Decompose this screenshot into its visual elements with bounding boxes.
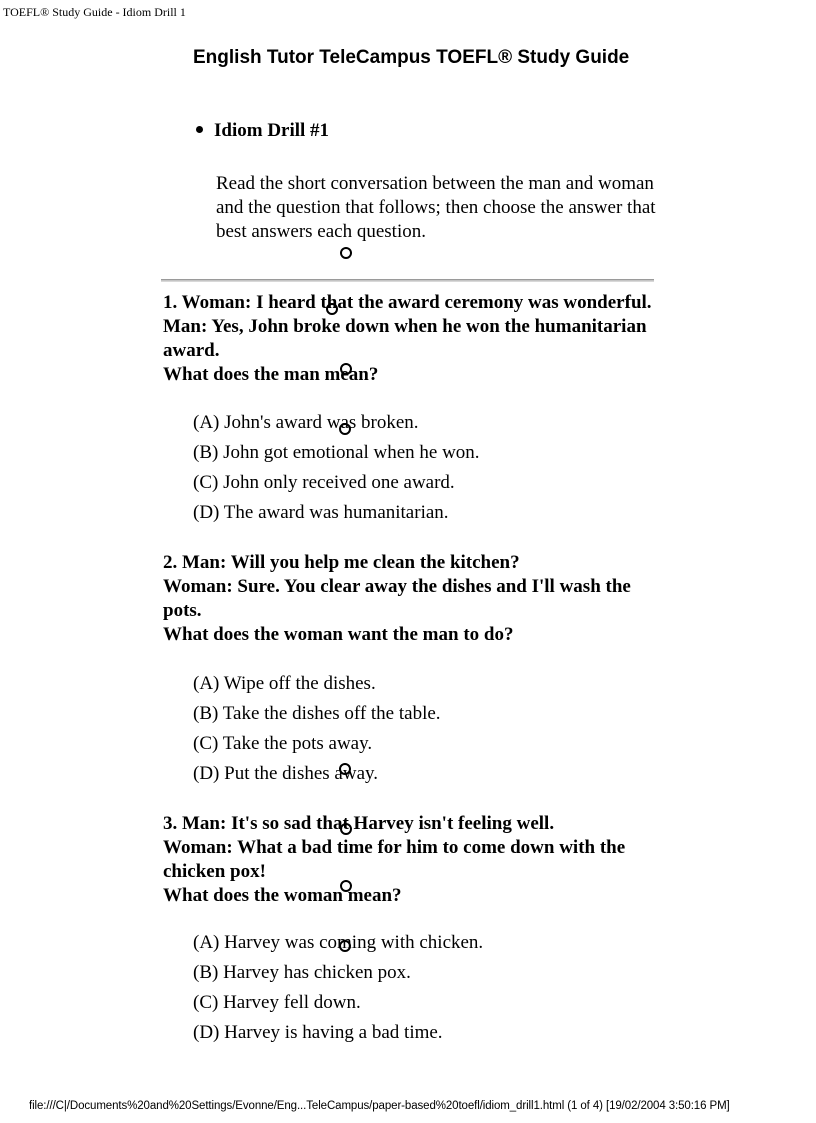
question-3-option-b: (B) Harvey has chicken pox. (193, 962, 411, 983)
question-1-line-1: 1. Woman: I heard that the award ceremony was wonderful. (163, 292, 652, 313)
question-1-option-c: (C) John only received one award. (193, 472, 455, 493)
circle-marker-icon (340, 823, 352, 835)
circle-marker-icon (339, 940, 351, 952)
question-3-option-c: (C) Harvey fell down. (193, 992, 361, 1013)
site-title: English Tutor TeleCampus TOEFL® Study Guide (193, 47, 630, 68)
circle-marker-icon (326, 303, 338, 315)
drill-title (196, 120, 329, 142)
horizontal-rule (161, 279, 654, 282)
question-2-line-1: 2. Man: Will you help me clean the kitchen? (163, 552, 520, 573)
circle-marker-icon (340, 880, 352, 892)
circle-marker-icon (340, 363, 352, 375)
question-3-line-2: Woman: What a bad time for him to come down with the chicken pox! (163, 837, 626, 882)
circle-marker-icon (340, 247, 352, 259)
question-1-prompt: What does the man mean? (163, 364, 379, 385)
question-3 (163, 812, 663, 908)
question-3-option-a: (A) Harvey was coming with chicken. (193, 932, 484, 953)
question-3-line-1: 3. Man: It's so sad that Harvey isn't feeling well. (163, 813, 555, 834)
circle-marker-icon (339, 763, 351, 775)
question-2-prompt: What does the woman want the man to do? (163, 624, 514, 645)
question-1-option-d: (D) The award was humanitarian. (193, 502, 449, 523)
question-3-prompt: What does the woman mean? (163, 885, 402, 906)
question-2-option-c: (C) Take the pots away. (193, 733, 373, 754)
question-1-line-2: Man: Yes, John broke down when he won the humanitarian award. (163, 316, 647, 361)
question-2-option-a: (A) Wipe off the dishes. (193, 673, 376, 694)
question-2-option-b: (B) Take the dishes off the table. (193, 703, 441, 724)
circle-marker-icon (339, 423, 351, 435)
question-1 (163, 291, 663, 387)
bullet-icon (196, 126, 203, 133)
question-2 (163, 551, 663, 647)
question-2-line-2: Woman: Sure. You clear away the dishes and I'll wash the pots. (163, 576, 631, 621)
drill-title-text: Idiom Drill #1 (214, 120, 330, 141)
question-1-option-b: (B) John got emotional when he won. (193, 442, 480, 463)
print-header: TOEFL® Study Guide - Idiom Drill 1 (3, 5, 186, 19)
question-2-options (193, 669, 441, 789)
question-2-option-d: (D) Put the dishes away. (193, 763, 379, 784)
print-footer: file:///C|/Documents%20and%20Settings/Evonne/Eng...TeleCampus/paper-based%20toefl/idiom_drill1.html (1 of 4) [19/02/2004 3:50:16 PM] (29, 1100, 730, 1112)
question-1-option-a: (A) John's award was broken. (193, 412, 419, 433)
instructions: Read the short conversation between the man and woman and the question that follows; then choose the answer that best answers each question. (216, 173, 656, 242)
question-3-option-d: (D) Harvey is having a bad time. (193, 1022, 443, 1043)
question-1-options (193, 408, 480, 528)
